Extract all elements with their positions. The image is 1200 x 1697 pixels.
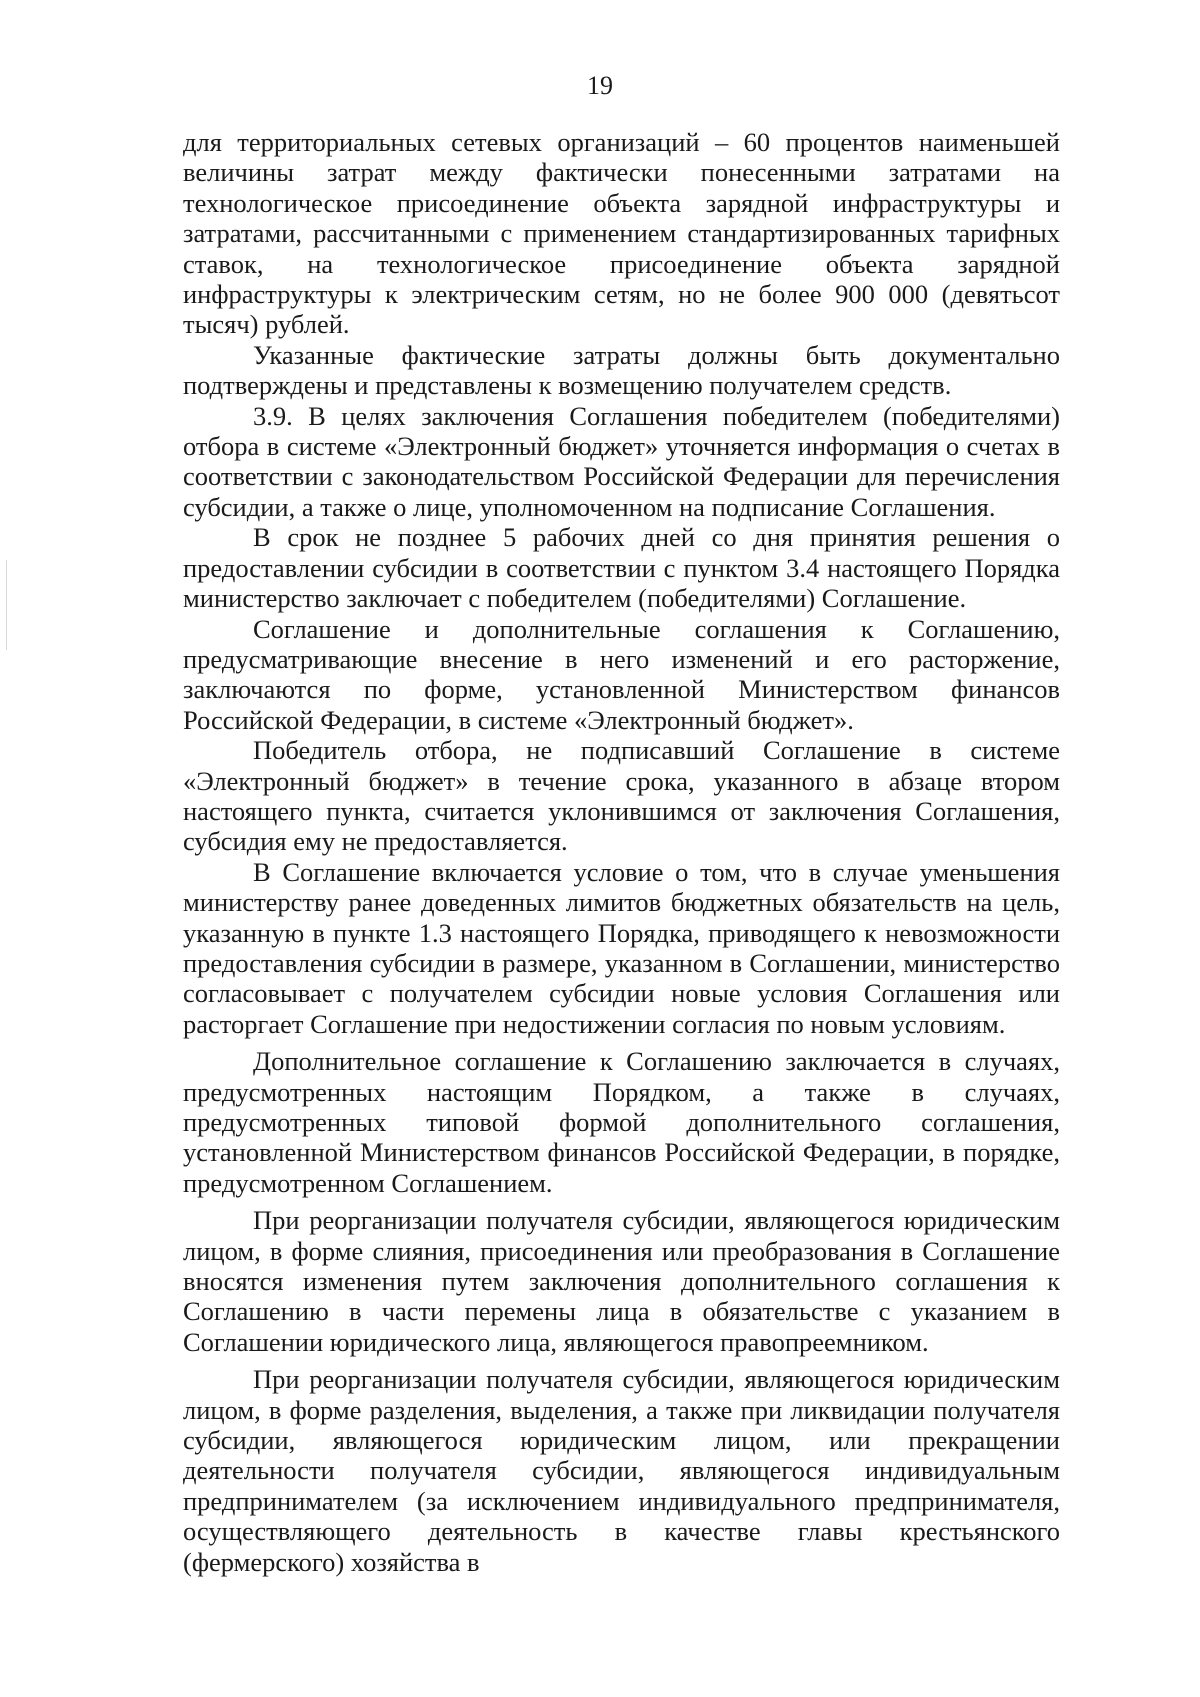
paragraph-agreement-deadline: В срок не позднее 5 рабочих дней со дня принятия решения о предоставлении субсидии в соответствии с пунктом 3.4 настоящего Порядка министерство заключает с победителем (победителями) Соглашение.: [183, 522, 1060, 614]
paragraph-continuation: для территориальных сетевых организаций – 60 процентов наименьшей величины затрат между фактически понесенными затратами на технологическое присоединение объекта зарядной инфраструктуры и затратами, рассчитанными с применением стандартизированных тарифных ставок, на технологическое присоединение объекта зарядной инфраструктуры к электрическим сетям, но не более 900 000 (девятьсот тысяч) рублей.: [183, 127, 1060, 340]
paragraph-limits-reduction: В Соглашение включается условие о том, что в случае уменьшения министерству ранее доведенных лимитов бюджетных обязательств на цель, указанную в пункте 1.3 настоящего Порядка, приводящего к невозможности предоставления субсидии в размере, указанном в Соглашении, министерство согласовывает с получателем субсидии новые условия Соглашения или расторгает Соглашение при недостижении согласия по новым условиям.: [183, 856, 1060, 1039]
page-number: 19: [587, 71, 613, 100]
paragraph-reorganization-merger: При реорганизации получателя субсидии, являющегося юридическим лицом, в форме слияния, присоединения или преобразования в Соглашение вносятся изменения путем заключения дополнительного соглашения к Соглашению в части перемены лица в обязательстве с указанием в Соглашении юридического лица, являющегося правопреемником.: [183, 1205, 1060, 1357]
paragraph-3-9: 3.9. В целях заключения Соглашения победителем (победителями) отбора в системе «Электронный бюджет» уточняется информация о счетах в соответствии с законодательством Российской Федерации для перечисления субсидии, а также о лице, уполномоченном на подписание Соглашения.: [183, 400, 1060, 522]
paragraph-additional-agreement: Дополнительное соглашение к Соглашению заключается в случаях, предусмотренных настоящим Порядком, а также в случаях, предусмотренных типовой формой дополнительного соглашения, установленной Министерством финансов Российской Федерации, в порядке, предусмотренном Соглашением.: [183, 1046, 1060, 1198]
scan-margin-mark: [6, 560, 7, 650]
paragraph-agreement-form: Соглашение и дополнительные соглашения к Соглашению, предусматривающие внесение в него изменений и его расторжение, заключаются по форме, установленной Министерством финансов Российской Федерации, в системе «Электронный бюджет».: [183, 613, 1060, 735]
paragraph-reorganization-division: При реорганизации получателя субсидии, являющегося юридическим лицом, в форме разделения, выделения, а также при ликвидации получателя субсидии, являющегося юридическим лицом, или прекращении деятельности получателя субсидии, являющегося индивидуальным предпринимателем (за исключением индивидуального предпринимателя, осуществляющего деятельность в качестве главы крестьянского (фермерского) хозяйства в: [183, 1364, 1060, 1577]
paragraph-winner-not-signed: Победитель отбора, не подписавший Соглашение в системе «Электронный бюджет» в течение срока, указанного в абзаце втором настоящего пункта, считается уклонившимся от заключения Соглашения, субсидия ему не предоставляется.: [183, 735, 1060, 857]
document-body: [183, 127, 1060, 1577]
paragraph-documented-costs: Указанные фактические затраты должны быть документально подтверждены и представлены к возмещению получателем средств.: [183, 339, 1060, 401]
